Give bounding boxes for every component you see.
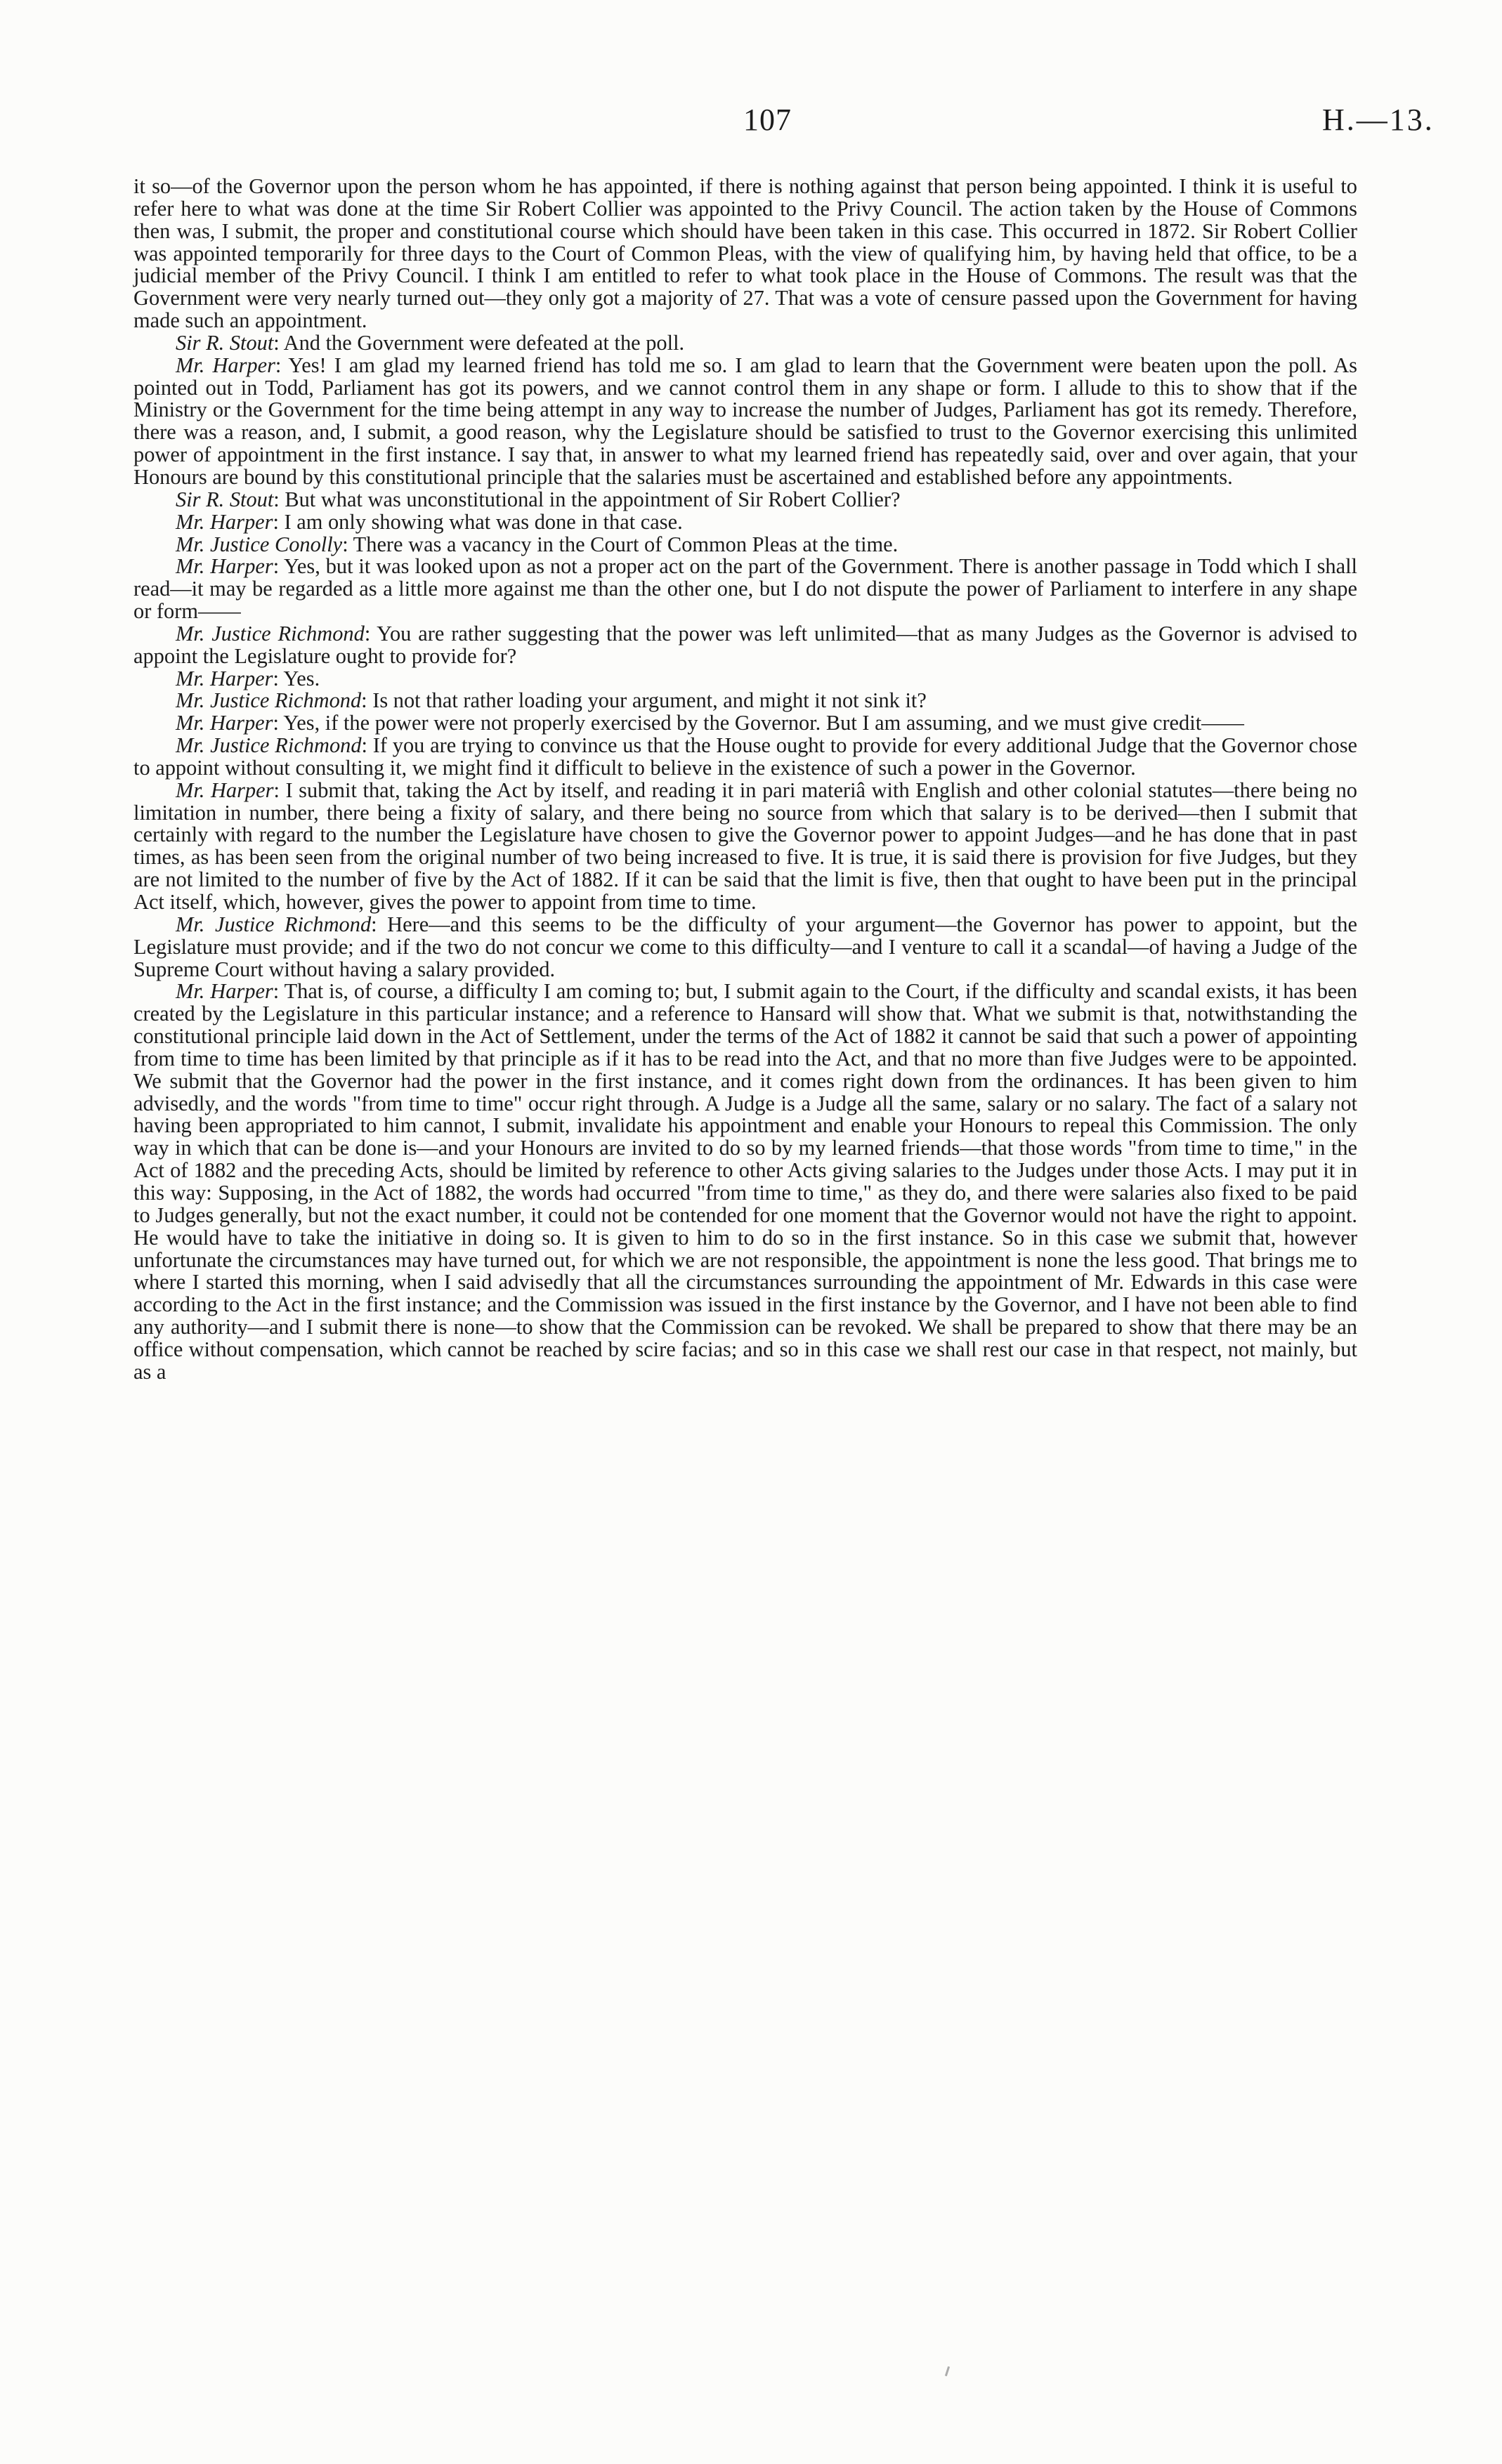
paragraph-text: : Yes.: [273, 666, 320, 690]
speaker-name: Mr. Justice Richmond: [176, 621, 365, 646]
speaker-name: Mr. Harper: [176, 353, 275, 377]
paragraph-text: : Is not that rather loading your argument, and might it not sink it?: [361, 688, 927, 713]
stray-ink-mark: [945, 2366, 950, 2376]
paragraph-text: : Yes, but it was looked upon as not a proper act on the part of the Government. There is another passage in Todd which I shall read—it may be regarded as a little more against me than the other one, but I do not dispute the power of Parliament to interfere in any shape or form——: [133, 554, 1357, 624]
speaker-name: Mr. Justice Conolly: [176, 532, 343, 556]
paragraph-text: it so—of the Governor upon the person whom he has appointed, if there is nothing against that person being appointed. I think it is useful to refer here to what was done at the time Sir Robert Collier was appointed to the Privy Council. The action taken by the House of Commons then was, I submit, the proper and constitutional course which should have been taken in this case. This occurred in 1872. Sir Robert Collier was appointed temporarily for three days to the Court of Common Pleas, with the view of qualifying him, by having held that office, to be a judicial member of the Privy Council. I think I am entitled to refer to what took place in the House of Commons. The result was that the Government were very nearly turned out—they only got a majority of 27. That was a vote of censure passed upon the Government for having made such an appointment.: [133, 174, 1357, 333]
paragraph: [133, 981, 1357, 1383]
paragraph-text: : Yes, if the power were not properly exercised by the Governor. But I am assuming, and we must give credit——: [273, 711, 1244, 735]
speaker-name: Mr. Justice Richmond: [176, 688, 362, 713]
paragraph: [133, 534, 1357, 556]
paragraph: [133, 914, 1357, 981]
paragraph: [133, 690, 1357, 712]
paragraph: [133, 355, 1357, 489]
paragraph: [133, 668, 1357, 690]
paragraph: [133, 712, 1357, 735]
paragraph: [133, 511, 1357, 534]
speaker-name: Mr. Harper: [176, 979, 273, 1004]
paragraph-text: : You are rather suggesting that the power was left unlimited—that as many Judges as the Governor is advised to appoint the Legislature ought to provide for?: [133, 621, 1357, 668]
speaker-name: Sir R. Stout: [176, 330, 274, 355]
paragraph: [133, 623, 1357, 668]
paragraph-text: : I submit that, taking the Act by itself, and reading it in pari materiâ with English and other colonial statutes—there being no limitation in number, there being a fixity of salary, and there being no source from which that salary is to be derived—then I submit that certainly with regard to the number the Legislature have chosen to give the Governor power to appoint Judges—and he has done that in past times, as has been seen from the original number of two being increased to five. It is true, it is said there is provision for five Judges, but they are not limited to the number of five by the Act of 1882. If it can be said that the limit is five, then that ought to have been put in the principal Act itself, which, however, gives the power to appoint from time to time.: [133, 778, 1357, 914]
speaker-name: Mr. Harper: [176, 778, 274, 802]
paragraph: [133, 332, 1357, 355]
speaker-name: Mr. Harper: [176, 509, 273, 534]
paragraph-text: : If you are trying to convince us that the House ought to provide for every additional Judge that the Governor chose to appoint without consulting it, we might find it difficult to believe in the existence of such a power in the Governor.: [133, 733, 1358, 780]
paragraph-text: : But what was unconstitutional in the appointment of Sir Robert Collier?: [273, 487, 901, 511]
paragraph-text: : That is, of course, a difficulty I am coming to; but, I submit again to the Court, if the difficulty and scandal exists, it has been created by the Legislature in this particular instance; and a reference to Hansard will show that. What we submit is that, notwithstanding the constitutional principle laid down in the Act of Settlement, under the terms of the Act of 1882 it cannot be said that such a power of appointing from time to time has been limited by that principle as if it has to be read into the Act, and that no more than five Judges were to be appointed. We submit that the Governor had the power in the first instance, and it comes right down from the ordinances. It has been given to him advisedly, and the words "from time to time" occur right through. A Judge is a Judge all the same, salary or no salary. The fact of a salary not having been appropriated to him cannot, I submit, invalidate his appointment and enable your Honours to repeal this Commission. The only way in which that can be done is—and your Honours are invited to do so by my learned friends—that those words "from time to time," in the Act of 1882 and the preceding Acts, should be limited by reference to other Acts giving salaries to the Judges under those Acts. I may put it in this way: Supposing, in the Act of 1882, the words had occurred "from time to time," as they do, and there were salaries also fixed to be paid to Judges generally, but not the exact number, it could not be contended for one moment that the Governor would not have the right to appoint. He would have to take the initiative in doing so. It is given to him to do so in the first instance. So in this case we submit that, however unfortunate the circumstances may have turned out, for which we are not responsible, the appointment is none the less good. That brings me to where I started this morning, when I said advisedly that all the circumstances surrounding the appointment of Mr. Edwards in this case were according to the Act in the first instance; and the Commission was issued in the first instance by the Governor, and I have not been able to find any authority—and I submit there is none—to show that the Commission can be revoked. We shall be prepared to show that there may be an office without compensation, which cannot be reached by scire facias; and so in this case we shall rest our case in that respect, not mainly, but as a: [133, 979, 1358, 1384]
page-number: 107: [743, 103, 792, 137]
paragraph-text: : Yes! I am glad my learned friend has told me so. I am glad to learn that the Government were beaten upon the poll. As pointed out in Todd, Parliament has got its powers, and we cannot control them in any shape or form. I allude to this to show that if the Ministry or the Government for the time being attempt in any way to increase the number of Judges, Parliament has got its remedy. Therefore, there was a reason, and, I submit, a good reason, why the Legislature should be satisfied to trust to the Governor exercising this unlimited power of appointment in the first instance. I say that, in answer to what my learned friend has repeatedly said, over and over again, that your Honours are bound by this constitutional principle that the salaries must be ascertained and established before any appointments.: [133, 353, 1357, 489]
speaker-name: Mr. Harper: [176, 711, 273, 735]
page-header: [0, 102, 1502, 144]
paragraph-text: : I am only showing what was done in that case.: [273, 509, 683, 534]
speaker-name: Mr. Justice Richmond: [176, 912, 372, 936]
speaker-name: Sir R. Stout: [176, 487, 274, 511]
paragraph: [133, 556, 1357, 623]
speaker-name: Mr. Harper: [176, 554, 273, 579]
paragraph-text: : There was a vacancy in the Court of Common Pleas at the time.: [342, 532, 899, 556]
paragraph-text: : And the Government were defeated at the poll.: [273, 330, 685, 355]
transcript-body: [133, 176, 1357, 1384]
paragraph: [133, 176, 1357, 332]
speaker-name: Mr. Justice Richmond: [176, 733, 362, 758]
speaker-name: Mr. Harper: [176, 666, 273, 690]
paragraph: [133, 735, 1357, 780]
document-reference: H.—13.: [1322, 103, 1435, 137]
paragraph: [133, 489, 1357, 511]
paragraph: [133, 780, 1357, 914]
paragraph-text: : Here—and this seems to be the difficulty of your argument—the Governor has power to appoint, but the Legislature must provide; and if the two do not concur we come to this difficulty—and I venture to call it a scandal—of having a Judge of the Supreme Court without having a salary provided.: [133, 912, 1357, 981]
